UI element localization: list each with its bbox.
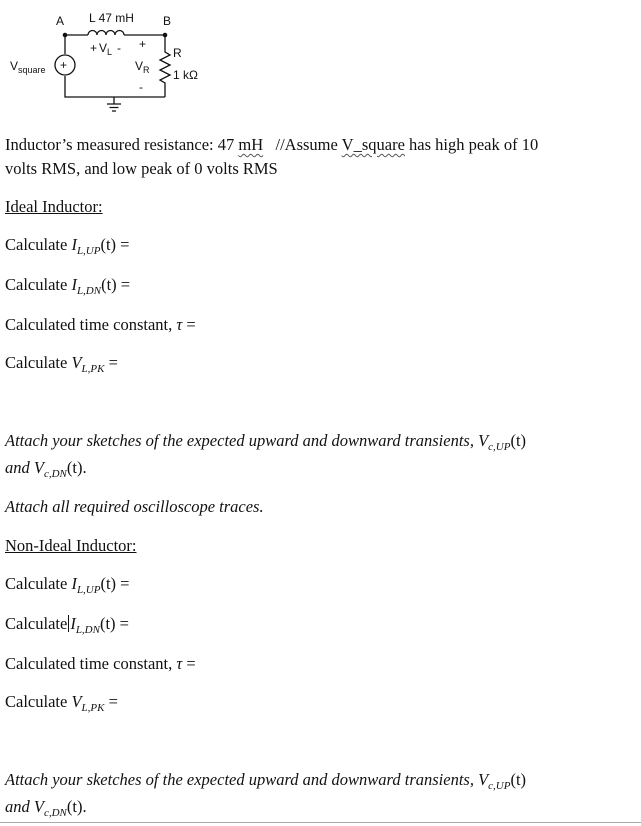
intro-text-2: //Assume [263,135,342,154]
nonideal-calc-vpk: Calculate $V_{L,PK}$ = [5,692,118,714]
vr-label: V [135,59,144,73]
circuit-diagram [0,0,641,120]
vl-sub: L [107,47,113,57]
ideal-calc-iup: Calculate $I_{L,UP}(t)$ = [5,235,130,257]
vl-minus: - [117,41,121,55]
ideal-time-constant: Calculated time constant, τ = [5,315,196,334]
nonideal-attach-sketches-1: Attach your sketches of the expected upward and downward transients, $V_{c,UP}(t)$ [5,770,527,792]
nonideal-calc-idn: Calculate $I_{L,DN}(t)$ = [5,614,129,636]
nonideal-calc-iup: Calculate $I_{L,UP}(t)$ = [5,574,130,596]
source-plus: + [60,58,68,72]
resistor-value: 1 kΩ [173,68,198,82]
nonideal-time-constant: Calculated time constant, τ = [5,654,196,673]
intro-line-2: volts RMS, and low peak of 0 volts RMS [5,159,278,178]
ideal-attach-traces: Attach all required oscilloscope traces. [5,497,264,516]
ideal-calc-vpk: Calculate $V_{L,PK}$ = [5,353,118,375]
inductor-coil [88,31,124,36]
source-label: V [10,59,19,73]
v-square-term: V_square [341,135,405,154]
vr-sub: R [143,65,150,75]
vl-label: V [99,41,108,55]
ideal-heading: Ideal Inductor: [5,197,103,216]
ideal-calc-idn: Calculate $I_{L,DN}(t)$ = [5,275,131,297]
resistor-zigzag [160,35,170,97]
inductor-label: L 47 mH [89,11,134,25]
ground-icon [107,97,121,111]
vr-minus: - [139,80,143,94]
page-bottom-divider [0,822,641,823]
nonideal-attach-sketches-2: and $V_{c,DN}(t)$. [5,797,87,819]
node-a-label: A [56,14,65,28]
unit-mh: mH [238,135,264,154]
intro-text-1: Inductor’s measured resistance: 47 [5,135,239,154]
node-b-label: B [163,14,172,28]
resistor-name: R [173,46,182,60]
ideal-attach-sketches-1: Attach your sketches of the expected upward and downward transients, $V_{c,UP}(t)$ [5,431,527,453]
left-wire [65,35,165,97]
source-sub: square [18,65,46,75]
vr-plus: + [139,37,147,51]
ideal-attach-sketches-2: and $V_{c,DN}(t)$. [5,458,87,480]
nonideal-heading: Non-Ideal Inductor: [5,536,137,555]
vl-plus: + [90,41,98,55]
intro-text-3: has high peak of 10 [404,135,539,154]
intro-line-1 [5,136,538,155]
